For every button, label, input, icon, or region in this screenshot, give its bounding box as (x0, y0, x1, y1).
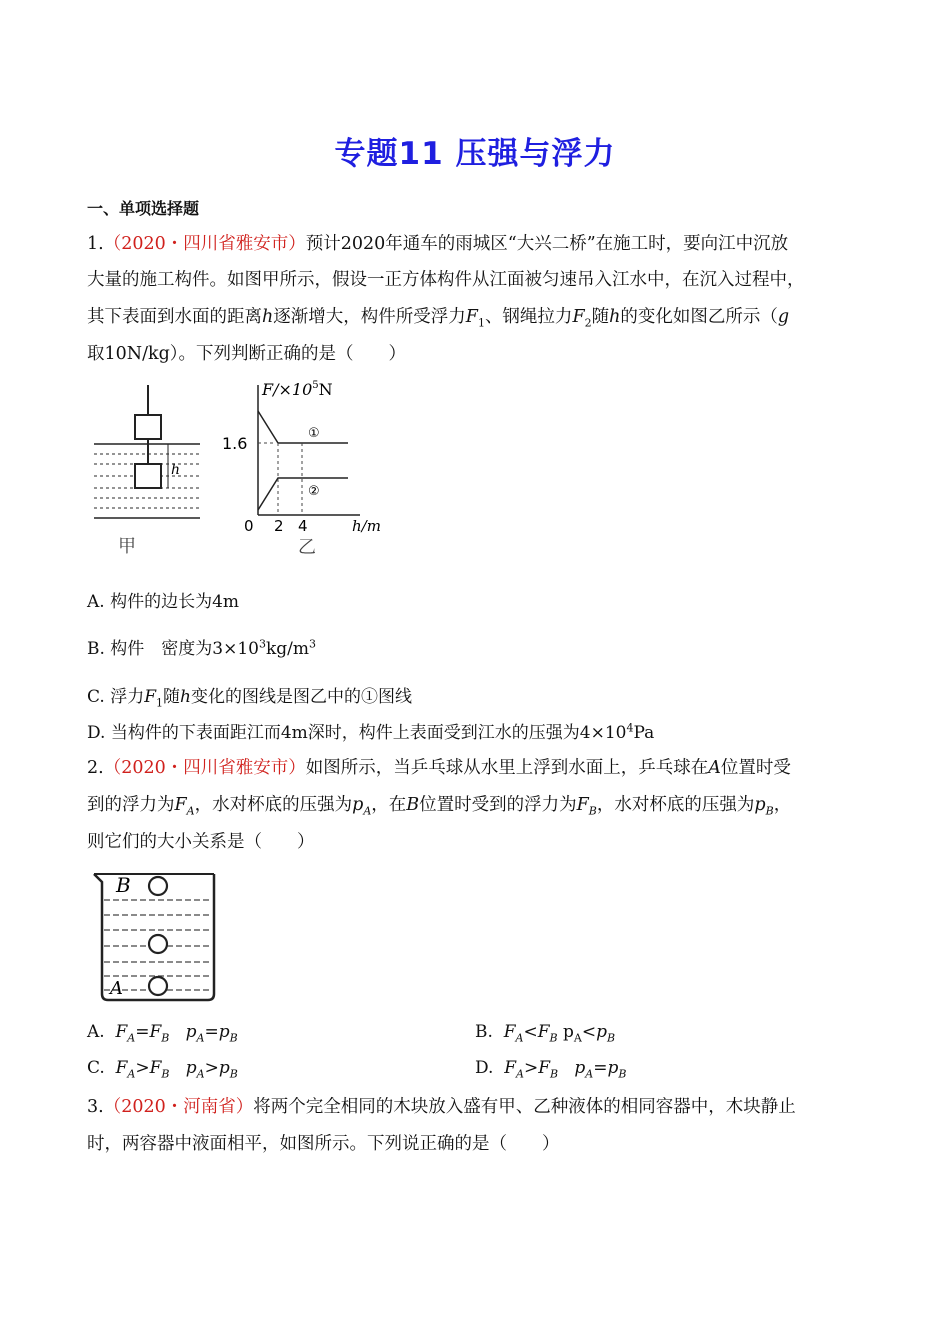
q2-option-a: A. $F_A=F_B$ $p_A=p_B$ (87, 1022, 238, 1045)
q1-option-d-sup: 4 (626, 721, 634, 735)
q2-option-a-label: A. (87, 1022, 105, 1042)
q2-line-1 (87, 754, 791, 779)
q2-line-2: 到的浮力为$F_A$，水对杯底的压强为$p_A$，在B位置时受到的浮力为$F_B$，水对杯底的压强为$p_B$， (87, 795, 792, 818)
q1-option-c-text-c: 变化的图线是图乙中的①图线 (190, 687, 412, 707)
q1-option-c-text-b: 随 (163, 687, 181, 707)
q2-sub-pa: A (363, 804, 372, 818)
q2-ob-sub3: A (573, 1031, 582, 1045)
q2-oc-sub2: B (161, 1067, 170, 1081)
q2-oa-sub2: B (161, 1031, 170, 1045)
q2-fig-label-a: A (110, 978, 123, 999)
q2-fig-label-b: B (116, 873, 131, 897)
q2-option-d: D. $F_A>F_B$ $p_A=p_B$ (475, 1058, 627, 1081)
q1-option-b-unit: kg/m (266, 639, 310, 659)
q1-text-3e: 的变化如图乙所示（ (620, 307, 778, 327)
q3-number: 3. (87, 1097, 104, 1117)
q2-option-c-label: C. (87, 1058, 105, 1078)
q2-option-b: B. $F_A<F_B$ $p_A<p_B$ (475, 1022, 616, 1045)
q2-text-2c: ，在 (371, 795, 407, 815)
q1-fig-caption-right: 乙 (298, 537, 316, 558)
q2-var-a: A (708, 758, 721, 778)
q1-line-3 (87, 303, 789, 330)
q2-oa-sub1: A (127, 1031, 136, 1045)
q1-text-3d: 随 (591, 307, 610, 327)
q2-oc-sub3: A (196, 1067, 205, 1081)
q1-var-g: g (777, 307, 790, 327)
q2-text-1a: 如图所示，当乒乓球从水里上浮到水面上，乒乓球在 (305, 758, 709, 778)
q3-text-1: 将两个完全相同的木块放入盛有甲、乙种液体的相同容器中，木块静止 (253, 1097, 796, 1117)
q2-text-1b: 位置时受 (720, 758, 791, 778)
q2-text-2a: 到的浮力为 (87, 795, 175, 815)
q1-option-d-text: D. 当构件的下表面距江而4m深时，构件上表面受到江水的压强为4×10 (87, 723, 627, 743)
q1-sub-2: 2 (584, 316, 592, 330)
q1-fig-x-tick-4: 4 (298, 517, 308, 535)
q1-option-b-sup: 3 (259, 637, 266, 651)
q1-option-c-f: F (144, 687, 157, 707)
q2-text-2e: ，水对杯底的压强为 (596, 795, 755, 815)
q2-beaker-figure (88, 866, 223, 1006)
q1-fig-curve-2: ② (308, 484, 320, 499)
q1-fig-y-tick: 1.6 (222, 434, 248, 453)
q2-oa-sub3: A (196, 1031, 205, 1045)
q2-text-2d: 位置时受到的浮力为 (419, 795, 577, 815)
q2-source: （2020・四川省雅安市） (103, 758, 306, 778)
q1-option-c-h: h (180, 687, 191, 707)
q1-line-1 (87, 230, 788, 255)
q1-text-3b: 逐渐增大，构件所受浮力 (273, 307, 466, 327)
section-heading: 一、单项选择题 (87, 199, 200, 218)
q1-option-d-unit: Pa (633, 723, 655, 743)
q2-var-b: B (406, 795, 420, 815)
q2-od-sub4: B (618, 1067, 627, 1081)
q2-oc-sub1: A (127, 1067, 136, 1081)
q2-ob-sub2: B (549, 1031, 558, 1045)
q1-figure-left (88, 380, 218, 560)
q1-option-b-sup2: 3 (309, 637, 317, 651)
q3-line-2: 时，两容器中液面相平，如图所示。下列说正确的是（ ） (87, 1134, 560, 1154)
q1-fig-x-label: h/m (352, 517, 381, 535)
q1-var-h2: h (609, 307, 621, 327)
q2-var-f2: F (576, 795, 589, 815)
q1-source: （2020・四川省雅安市） (103, 234, 306, 254)
q2-ob-sub1: A (515, 1031, 524, 1045)
q2-ob-sub4: B (607, 1031, 616, 1045)
q1-number: 1. (87, 234, 104, 254)
q2-option-b-label: B. (475, 1022, 493, 1042)
q2-option-c: C. $F_A>F_B$ $p_A>p_B$ (87, 1058, 238, 1081)
q1-var-f2: F (572, 307, 585, 327)
q1-sub-1: 1 (477, 316, 485, 330)
q3-line-1 (87, 1093, 796, 1118)
q2-line-3: 则它们的大小关系是（ ） (87, 832, 315, 852)
q1-option-d (87, 718, 654, 743)
page-title: 专题11 压强与浮力 (334, 136, 616, 172)
q1-option-a: A. 构件的边长为4m (87, 592, 240, 612)
q2-sub-a: A (186, 804, 195, 818)
q2-sub-pb: B (765, 804, 774, 818)
q1-option-c (87, 682, 412, 709)
q1-text-3c: 、钢绳拉力 (484, 307, 573, 327)
q2-oc-sub4: B (229, 1067, 238, 1081)
q1-var-f1: F (465, 307, 478, 327)
q2-text-2f: ， (773, 795, 792, 815)
q2-od-sub2: B (550, 1067, 559, 1081)
q1-fig-caption-left: 甲 (118, 536, 136, 557)
q2-option-d-label: D. (475, 1058, 494, 1078)
q1-figure-right (220, 375, 400, 560)
q1-fig-x-tick-0: 0 (244, 517, 254, 535)
q2-text-2b: ，水对杯底的压强为 (194, 795, 353, 815)
q2-od-sub1: A (516, 1067, 524, 1081)
q1-option-c-text-a: C. 浮力 (87, 687, 145, 707)
q1-var-h: h (262, 307, 274, 327)
q1-fig-x-tick-2: 2 (274, 517, 284, 535)
q1-fig-y-label: $F/\times 10^5N$ (262, 380, 333, 399)
q1-fig-curve-1: ① (308, 426, 320, 441)
q1-line-4: 取10N/kg）。下列判断正确的是（ ） (87, 344, 407, 364)
q1-fig-h-label: h (171, 462, 181, 478)
q1-line-2: 大量的施工构件。如图甲所示，假设一正方体构件从江面被匀速吊入江水中，在沉入过程中， (87, 270, 805, 290)
q2-od-sub3: A (585, 1067, 594, 1081)
q1-option-b-text: B. 构件 密度为3×10 (87, 639, 259, 659)
q2-number: 2. (87, 758, 104, 778)
q1-text-3a: 其下表面到水面的距离 (87, 307, 262, 327)
q2-oa-sub4: B (229, 1031, 238, 1045)
q2-var-f: F (174, 795, 187, 815)
q2-sub-b: B (588, 804, 597, 818)
q1-text-1: 预计2020年通车的雨城区“大兴二桥”在施工时，要向江中沉放 (305, 234, 789, 254)
q3-source: （2020・河南省） (103, 1097, 254, 1117)
q1-option-c-sub: 1 (156, 696, 164, 710)
q1-option-b (87, 634, 316, 659)
